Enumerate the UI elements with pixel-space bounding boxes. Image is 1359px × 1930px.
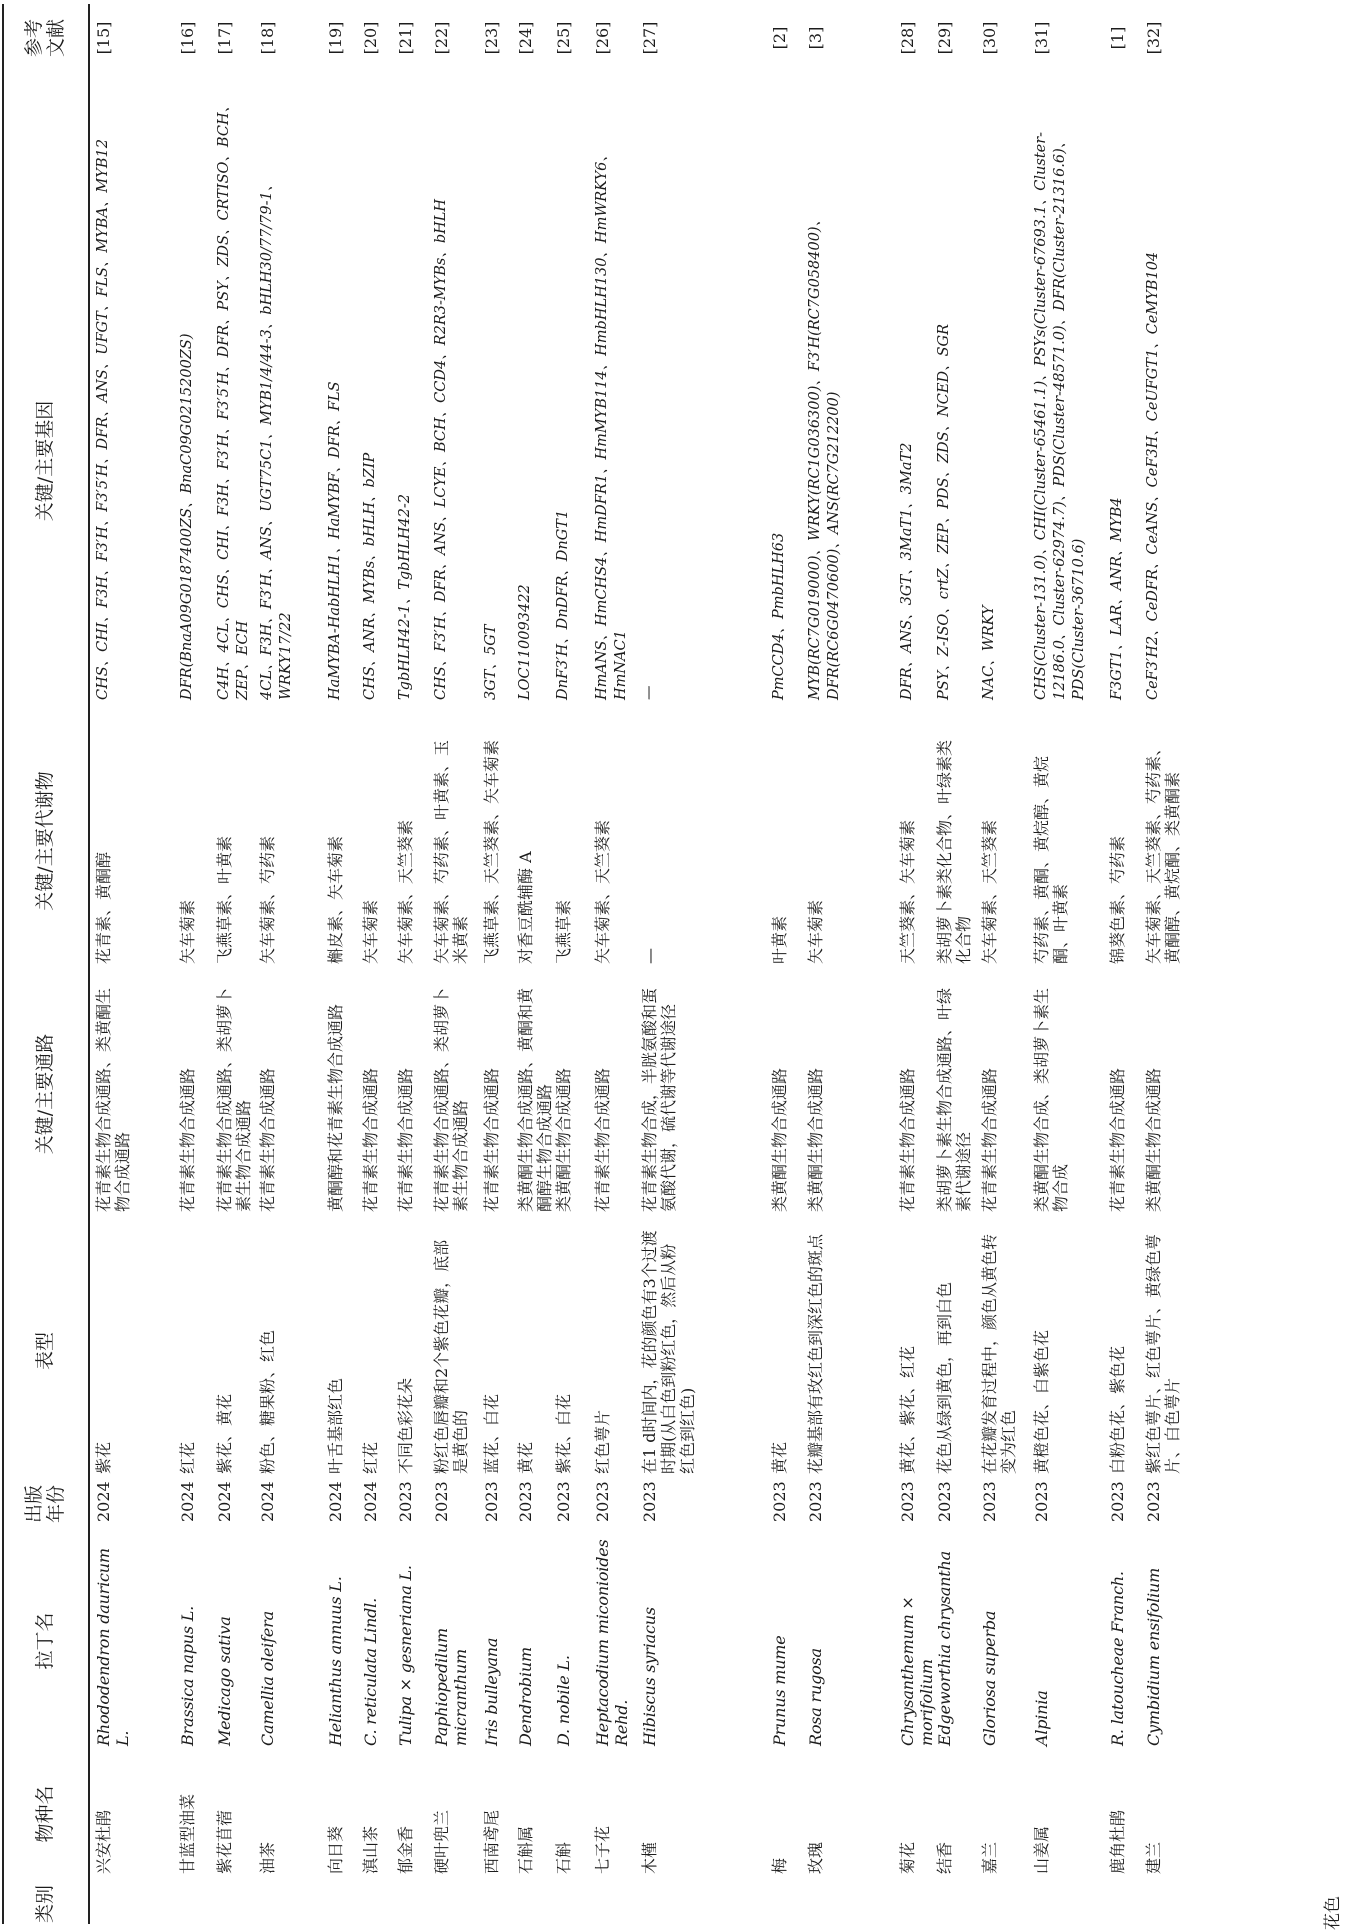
cell-genes: DFR、ANS、3GT、3MaT1、3MaT2 — [899, 442, 915, 700]
cell-phenotype: 红色萼片 — [593, 1409, 612, 1474]
cell-ref: [17] — [215, 21, 234, 55]
cell-year: 2023 — [396, 1481, 415, 1522]
cell-ref: [26] — [593, 21, 612, 55]
cell-phenotype: 黄花、紫花、红花 — [898, 1345, 917, 1474]
cell-pathway: 花青素生物合成通路 — [1108, 1067, 1127, 1212]
cell-pathway: 花青素生物合成通路 — [396, 1067, 415, 1212]
cell-phenotype: 紫花 — [94, 1441, 113, 1474]
cell-latin: Iris bulleyana — [482, 1637, 501, 1746]
cell-phenotype: 花色从绿到黄色，再到白色 — [935, 1281, 954, 1474]
cell-pathway: 花青素生物合成，半胱氨酸和蛋氨酸代谢，硫代谢等代谢途径 — [640, 987, 678, 1212]
cell-species: 紫花苜蓿 — [215, 1809, 234, 1874]
header-metabolite: 关键/主要代谢物 — [34, 771, 56, 911]
cell-year: 2024 — [258, 1481, 277, 1522]
cell-genes: 3GT、5GT — [483, 624, 499, 700]
cell-phenotype: 紫花、黄花 — [215, 1393, 234, 1474]
cell-pathway: 黄酮醇和花青素生物合成通路 — [326, 1003, 345, 1212]
cell-metabolite: 飞燕草素、叶黄素 — [215, 835, 234, 964]
cell-metabolite: 锦葵色素、芍药素 — [1108, 835, 1127, 964]
header-reference: 参考文献 — [23, 19, 67, 58]
cell-genes: CHS、CHI、F3H、F3′H、F3′5′H、DFR、ANS、UFGT、FLS、MYBA、MYB12 — [95, 139, 111, 700]
cell-metabolite: 矢车菊素、芍药素 — [258, 835, 277, 964]
cell-year: 2023 — [640, 1481, 659, 1522]
cell-metabolite: 天竺葵素、矢车菊素 — [898, 819, 917, 964]
cell-pathway: 类黄酮生物合成通路、黄酮和黄酮醇生物合成通路 — [516, 987, 554, 1212]
cell-ref: [30] — [980, 21, 999, 55]
cell-genes: PSY、Z-ISO、crtZ、ZEP、PDS、ZDS、NCED、SGR — [936, 323, 952, 700]
cell-pathway: 花青素生物合成通路、类黄酮生物合成通路 — [94, 987, 132, 1212]
cell-species: 山姜属 — [1032, 1825, 1051, 1874]
cell-species: 甘蓝型油菜 — [178, 1793, 197, 1874]
cell-pathway: 花青素生物合成通路 — [178, 1067, 197, 1212]
cell-pathway: 花青素生物合成通路、类胡萝卜素生物合成通路 — [432, 987, 470, 1212]
cell-pathway: 类黄酮生物合成通路 — [1144, 1067, 1163, 1212]
cell-latin: Medicago sativa — [215, 1616, 234, 1746]
cell-ref: [23] — [482, 21, 501, 55]
cell-metabolite: 矢车菊素、天竺葵素 — [980, 819, 999, 964]
cell-species: 木槿 — [640, 1841, 659, 1874]
cell-pathway: 花青素生物合成通路 — [258, 1067, 277, 1212]
cell-species: 鹿角杜鹃 — [1108, 1809, 1127, 1874]
cell-phenotype: 红花 — [361, 1441, 380, 1474]
cell-phenotype: 黄橙色花、白紫色花 — [1032, 1329, 1051, 1474]
cell-latin: Alpinia — [1032, 1690, 1051, 1746]
cell-phenotype: 花瓣基部有玫红色到深红色的斑点 — [806, 1233, 825, 1474]
cell-metabolite: 花青素、黄酮醇 — [94, 851, 113, 964]
cell-species: 玫瑰 — [806, 1841, 825, 1874]
cell-ref: [2] — [770, 26, 789, 50]
cell-metabolite: 矢车菊素 — [361, 899, 380, 964]
cell-genes: CeF3′H2、CeDFR、CeANS、CeF3H、CeUFGT1、CeMYB104 — [1145, 251, 1161, 700]
cell-phenotype: 紫红色萼片、红色萼片、黄绿色萼片、白色萼片 — [1144, 1233, 1182, 1474]
cell-genes: — — [641, 685, 657, 700]
cell-genes: DFR(BnaA09G0187400ZS、BnaC09G0215200ZS) — [179, 333, 195, 700]
cell-pathway: 类黄酮生物合成、类胡萝卜素生物合成 — [1032, 987, 1070, 1212]
cell-species: 兴安杜鹃 — [94, 1809, 113, 1874]
cell-phenotype: 黄花 — [770, 1441, 789, 1474]
cell-pathway: 花青素生物合成通路 — [593, 1067, 612, 1212]
cell-phenotype: 不同色彩花朵 — [396, 1377, 415, 1474]
cell-genes: CHS、F3′H、DFR、ANS、LCYE、BCH、CCD4、R2R3-MYBs、bHLH — [433, 198, 449, 700]
cell-year: 2023 — [806, 1481, 825, 1522]
header-genes: 关键/主要基因 — [34, 400, 56, 522]
cell-year: 2023 — [770, 1481, 789, 1522]
header-phenotype: 表型 — [34, 1332, 56, 1371]
cell-year: 2023 — [432, 1481, 451, 1522]
cell-latin: Dendrobium — [516, 1647, 535, 1746]
cell-ref: [19] — [326, 21, 345, 55]
cell-pathway: 类黄酮生物合成通路 — [770, 1067, 789, 1212]
cell-metabolite: 飞燕草素、天竺葵素、矢车菊素 — [482, 739, 501, 964]
cell-latin: Camellia oleifera — [258, 1611, 277, 1746]
cell-year: 2023 — [898, 1481, 917, 1522]
cell-ref: [28] — [898, 21, 917, 55]
cell-latin: Tulipa × gesneriana L. — [396, 1565, 415, 1746]
cell-year: 2023 — [593, 1481, 612, 1522]
cell-species: 石斛属 — [516, 1825, 535, 1874]
cell-ref: [31] — [1032, 21, 1051, 55]
cell-genes: HmANS、HmCHS4、HmDFR1、HmMYB114、HmbHLH130、HmWRKY6、HmNAC1 — [594, 147, 629, 700]
cell-ref: [1] — [1108, 26, 1127, 50]
cell-metabolite: 对香豆酰辅酶 A — [516, 851, 535, 964]
cell-latin: D. nobile L. — [554, 1655, 573, 1746]
cell-metabolite: 芍药素、黄酮、黄烷醇、黄烷酮、叶黄素 — [1032, 755, 1070, 964]
cell-year: 2024 — [326, 1481, 345, 1522]
cell-phenotype: 紫花、白花 — [554, 1393, 573, 1474]
cell-species: 菊花 — [898, 1841, 917, 1874]
cell-ref: [16] — [178, 21, 197, 55]
cell-year: 2023 — [482, 1481, 501, 1522]
cell-pathway: 花青素生物合成通路 — [980, 1067, 999, 1212]
cell-phenotype: 粉色、糖果粉、红色 — [258, 1329, 277, 1474]
cell-metabolite: 槲皮素、矢车菊素 — [326, 835, 345, 964]
cell-genes: MYB(RC7G019000)、WRKY(RC1G036300)、F3′H(RC7G058400)、DFR(RC6G0470600)、ANS(RC7G212200) — [807, 211, 842, 700]
cell-ref: [20] — [361, 21, 380, 55]
header-pathway: 关键/主要通路 — [34, 1033, 56, 1155]
cell-phenotype: 叶舌基部红色 — [326, 1377, 345, 1474]
cell-ref: [27] — [640, 21, 659, 55]
cell-genes: 4CL、F3H、F3′H、ANS、UGT75C1、MYB1/4/44-3、bHLH30/77/79-1、WRKY17/22 — [259, 176, 294, 700]
cell-ref: [3] — [806, 26, 825, 50]
cell-metabolite: 矢车菊素 — [178, 899, 197, 964]
cell-year: 2023 — [1108, 1481, 1127, 1522]
cell-ref: [21] — [396, 21, 415, 55]
cell-latin: Paphiopedilum micranthum — [432, 1628, 470, 1746]
header-year: 出版年份 — [23, 1485, 67, 1524]
cell-phenotype: 蓝花、白花 — [482, 1393, 501, 1474]
cell-latin: Cymbidium ensifolium — [1144, 1567, 1163, 1746]
header-bottom-rule — [88, 4, 90, 1924]
cell-pathway: 类胡萝卜素生物合成通路、叶绿素代谢途径 — [935, 987, 973, 1212]
cell-latin: Rhododendron dauricum L. — [94, 1548, 132, 1746]
cell-latin: Heptacodium miconioides Rehd. — [593, 1539, 631, 1746]
cell-year: 2024 — [178, 1481, 197, 1522]
cell-latin: R. latoucheae Franch. — [1108, 1571, 1127, 1746]
cell-metabolite: 飞燕草素 — [554, 899, 573, 964]
cell-phenotype: 黄花 — [516, 1441, 535, 1474]
cell-pathway: 花青素生物合成通路 — [482, 1067, 501, 1212]
cell-latin: Prunus mume — [770, 1635, 789, 1746]
cell-genes: PmCCD4、PmbHLH63 — [771, 532, 787, 700]
cell-ref: [22] — [432, 21, 451, 55]
cell-phenotype: 红花 — [178, 1441, 197, 1474]
cell-pathway: 花青素生物合成通路 — [898, 1067, 917, 1212]
cell-species: 油茶 — [258, 1841, 277, 1874]
cell-phenotype: 白粉色花、紫色花 — [1108, 1345, 1127, 1474]
cell-latin: Brassica napus L. — [178, 1605, 197, 1746]
cell-latin: Helianthus annuus L. — [326, 1576, 345, 1746]
cell-species: 郁金香 — [396, 1825, 415, 1874]
cell-metabolite: 矢车菊素、芍药素、叶黄素、玉米黄素 — [432, 739, 470, 964]
cell-genes: LOC110093422 — [517, 584, 533, 700]
cell-genes: F3GT1、LAR、ANR、MYB4 — [1109, 497, 1125, 700]
cell-latin: Hibiscus syriacus — [640, 1607, 659, 1746]
cell-species: 滇山茶 — [361, 1825, 380, 1874]
cell-genes: TgbHLH42-1、TgbHLH42-2 — [397, 494, 413, 700]
cell-genes: CHS、ANR、MYBs、bHLH、bZIP — [362, 452, 378, 700]
cell-genes: CHS(Cluster-131.0)、CHI(Cluster-65461.1)、PSYs(Cluster-67693.1、Cluster-12186.0、Cluster-62974.7)、PDS(Cluster-48571.0)、DFR(Cluster-21316.6)、PDS(Cluster-36710.6) — [1033, 131, 1087, 700]
cell-ref: [25] — [554, 21, 573, 55]
cell-year: 2024 — [361, 1481, 380, 1522]
cell-pathway: 类黄酮生物合成通路 — [806, 1067, 825, 1212]
cell-phenotype: 在1 d时间内，花的颜色有3个过渡时期(从白色到粉红色，然后从粉红色到红色) — [640, 1230, 697, 1474]
cell-year: 2023 — [980, 1481, 999, 1522]
header-category: 类别 — [34, 1885, 56, 1924]
cell-latin: Chrysanthemum × morifolium — [898, 1596, 936, 1746]
cell-ref: [15] — [94, 21, 113, 55]
cell-year: 2024 — [94, 1481, 113, 1522]
cell-species: 硬叶兜兰 — [432, 1809, 451, 1874]
cell-metabolite: 矢车菊素、天竺葵素 — [593, 819, 612, 964]
category-label: 花色 — [1323, 1896, 1343, 1930]
cell-year: 2023 — [935, 1481, 954, 1522]
cell-species: 嘉兰 — [980, 1841, 999, 1874]
header-latin: 拉丁名 — [34, 1612, 56, 1670]
cell-ref: [32] — [1144, 21, 1163, 55]
cell-species: 石斛 — [554, 1841, 573, 1874]
cell-phenotype: 在花瓣发育过程中，颜色从黄色转变为红色 — [980, 1233, 1018, 1474]
cell-pathway: 花青素生物合成通路 — [361, 1067, 380, 1212]
cell-year: 2023 — [554, 1481, 573, 1522]
cell-latin: Gloriosa superba — [980, 1610, 999, 1746]
cell-species: 建兰 — [1144, 1841, 1163, 1874]
cell-species: 西南鸢尾 — [482, 1809, 501, 1874]
cell-year: 2023 — [1032, 1481, 1051, 1522]
cell-ref: [18] — [258, 21, 277, 55]
cell-year: 2024 — [215, 1481, 234, 1522]
cell-year: 2023 — [1144, 1481, 1163, 1522]
cell-ref: [29] — [935, 21, 954, 55]
cell-metabolite: 叶黄素 — [770, 915, 789, 964]
cell-genes: C4H、4CL、CHS、CHI、F3H、F3′H、F3′5′H、DFR、PSY、ZDS、CRTISO、BCH、ZEP、ECH — [216, 97, 251, 700]
cell-species: 向日葵 — [326, 1825, 345, 1874]
cell-species: 结香 — [935, 1841, 954, 1874]
cell-species: 梅 — [770, 1857, 789, 1874]
cell-pathway: 类黄酮生物合成通路 — [554, 1067, 573, 1212]
cell-species: 七子花 — [593, 1825, 612, 1874]
cell-genes: NAC、WRKY — [981, 605, 997, 700]
cell-latin: Rosa rugosa — [806, 1648, 825, 1746]
cell-latin: Edgeworthia chrysantha — [935, 1551, 954, 1746]
cell-metabolite: 矢车菊素、天竺葵素 — [396, 819, 415, 964]
cell-year: 2023 — [516, 1481, 535, 1522]
cell-genes: DnF3′H、DnDFR、DnGT1 — [555, 509, 571, 700]
cell-metabolite: — — [640, 948, 659, 964]
cell-phenotype: 粉红色唇瓣和2个紫色花瓣，底部是黄色的 — [432, 1239, 470, 1474]
cell-pathway: 花青素生物合成通路、类胡萝卜素生物合成通路 — [215, 987, 253, 1212]
cell-metabolite: 类胡萝卜素类化合物、叶绿素类化合物 — [935, 739, 973, 964]
cell-metabolite: 矢车菊素、天竺葵素、芍药素、黄酮醇、黄烷酮、类黄酮素 — [1144, 739, 1182, 964]
cell-ref: [24] — [516, 21, 535, 55]
cell-genes: HaMYBA-HabHLH1、HaMYBF、DFR、FLS — [327, 381, 343, 700]
cell-metabolite: 矢车菊素 — [806, 899, 825, 964]
header-species: 物种名 — [34, 1785, 56, 1843]
cell-latin: C. reticulata Lindl. — [361, 1598, 380, 1746]
